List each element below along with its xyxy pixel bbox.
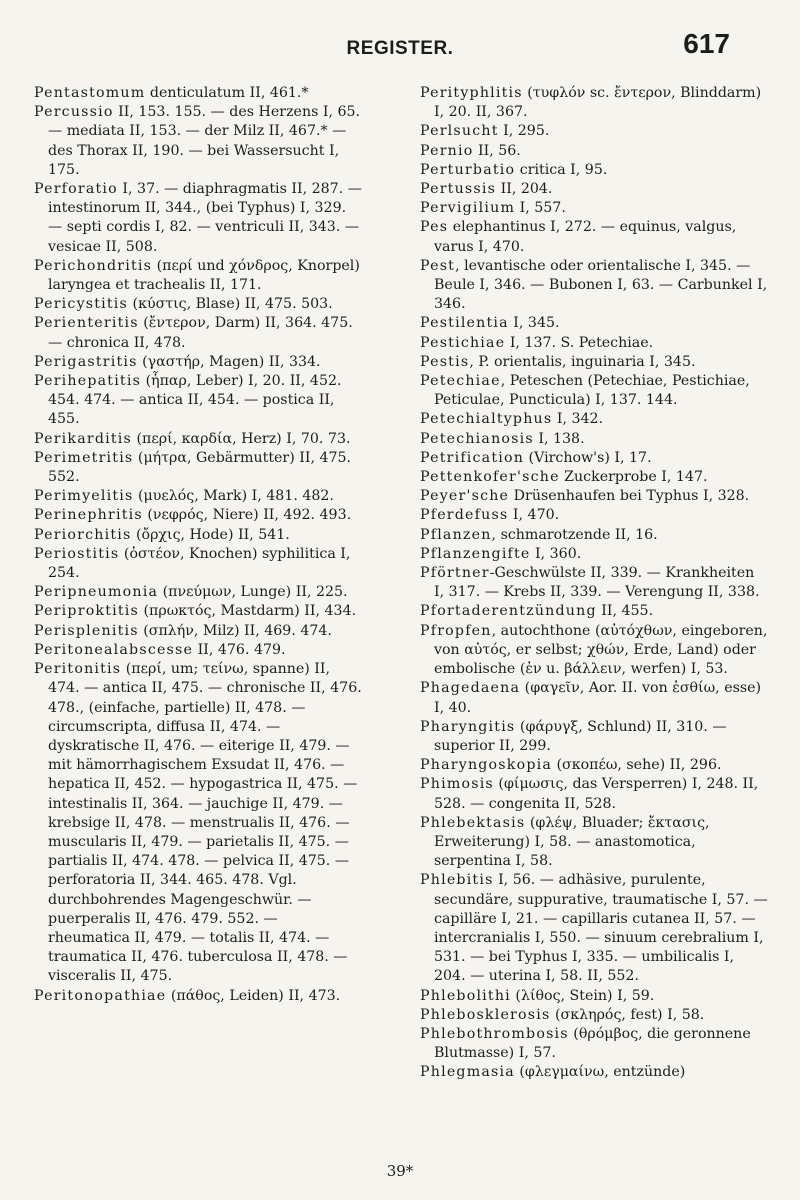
entry-references: (πάθος, Leiden) II, 473. bbox=[166, 987, 341, 1004]
entry-headword: Perforatio bbox=[34, 181, 118, 198]
index-entry bbox=[420, 871, 768, 986]
entry-headword: Pervigilium bbox=[420, 200, 516, 217]
entry-references: II, 476. 479. bbox=[193, 641, 286, 658]
entry-headword: Periostitis bbox=[34, 545, 120, 562]
entry-references: I, 56. — adhäsive, purulente, secundäre, suppurative, traumatische I, 57. — capilläre I, 21. — capillaris cutanea II, 57. — intercranialis I, 550. — sinuum cerebralium I, 531. — bei Typhus I, 335. — umbilicalis I, 204. — uterina I, 58. II, 552. bbox=[434, 872, 768, 985]
index-entry bbox=[420, 430, 768, 449]
entry-references: (περί, καρδία, Herz) I, 70. 73. bbox=[132, 430, 351, 447]
entry-references: I, 342. bbox=[552, 411, 604, 428]
entry-headword: Peritonopathiae bbox=[34, 987, 167, 1004]
entry-headword: Pferdefuss bbox=[420, 507, 509, 524]
entry-headword: Pericystitis bbox=[34, 296, 129, 313]
entry-references: (μήτρα, Gebärmutter) II, 475. 552. bbox=[48, 449, 352, 486]
entry-references: (κύστις, Blase) II, 475. 503. bbox=[128, 296, 333, 313]
index-entry bbox=[420, 622, 768, 680]
entry-headword: Pestilentia bbox=[420, 315, 509, 332]
entry-headword: Pestichiae bbox=[420, 334, 506, 351]
entry-headword: Peritonitis bbox=[34, 661, 122, 678]
entry-references: II, 204. bbox=[496, 181, 553, 198]
entry-headword: Perihepatitis bbox=[34, 373, 142, 390]
entry-headword: Perikarditis bbox=[34, 430, 133, 447]
entry-headword: Petechialtyphus bbox=[420, 411, 553, 428]
entry-headword: Pfortaderentzündung bbox=[420, 603, 597, 620]
index-entry bbox=[420, 84, 768, 122]
entry-references: elephantinus I, 272. — equinus, valgus, varus I, 470. bbox=[434, 219, 737, 255]
entry-headword: Pestis bbox=[420, 353, 470, 370]
entry-references: (σπλήν, Milz) II, 469. 474. bbox=[138, 622, 332, 639]
entry-headword: Perichondritis bbox=[34, 257, 153, 274]
entry-references: (φλεγμαίνω, entzünde) bbox=[514, 1064, 686, 1081]
index-entry bbox=[34, 545, 364, 583]
page-number: 617 bbox=[683, 28, 730, 59]
entry-references: I, 137. S. Petechiae. bbox=[505, 334, 654, 351]
index-entry bbox=[34, 449, 364, 487]
index-entry bbox=[420, 987, 768, 1006]
index-entry bbox=[34, 506, 364, 525]
entry-headword: Phlebolithi bbox=[420, 987, 511, 1004]
entry-headword: Perturbatio bbox=[420, 161, 516, 178]
entry-references: I, 37. — diaphragmatis II, 287. — intestinorum II, 344., (bei Typhus) I, 329. — septi cordis I, 82. — ventriculi II, 343. — vesicae II, 508. bbox=[48, 181, 362, 255]
index-entry bbox=[420, 353, 768, 372]
entry-headword: Pentastomum bbox=[34, 85, 146, 101]
entry-references: (λίθος, Stein) I, 59. bbox=[510, 987, 655, 1004]
entry-headword: Pflanzen bbox=[420, 526, 492, 543]
entry-headword: Perigastritis bbox=[34, 353, 138, 370]
entry-headword: Pettenkofer'sche bbox=[420, 469, 560, 486]
entry-references: , P. orientalis, inguinaria I, 345. bbox=[469, 353, 696, 370]
entry-headword: Perimetritis bbox=[34, 449, 134, 466]
entry-headword: Peyer'sche bbox=[420, 488, 510, 505]
entry-headword: Percussio bbox=[34, 104, 114, 121]
entry-headword: Perityphlitis bbox=[420, 85, 523, 101]
entry-references: I, 360. bbox=[530, 545, 582, 562]
entry-headword: Periproktitis bbox=[34, 603, 139, 620]
index-entry bbox=[420, 756, 768, 775]
entry-references: (Virchow's) I, 17. bbox=[524, 449, 652, 466]
right-index-column bbox=[420, 84, 768, 1083]
index-entry bbox=[34, 602, 364, 621]
entry-headword: Perimyelitis bbox=[34, 488, 134, 505]
entry-headword: Pfropfen bbox=[420, 622, 492, 639]
entry-references: (πνεύμων, Lunge) II, 225. bbox=[158, 584, 348, 601]
entry-references: (σκληρός, fest) I, 58. bbox=[550, 1006, 705, 1023]
index-entry bbox=[420, 602, 768, 621]
entry-references: denticulatum II, 461.* bbox=[145, 85, 309, 101]
index-entry bbox=[420, 814, 768, 872]
entry-headword: Phlebektasis bbox=[420, 814, 526, 831]
index-entry bbox=[34, 257, 364, 295]
entry-references: , autochthone (αὐτόχθων, eingeboren, von αὐτός, er selbst; χθών, Erde, Land) oder embolische (ἐν u. βάλλειν, werfen) I, 53. bbox=[434, 622, 768, 678]
entry-references: (ἔντερον, Darm) II, 364. 475. — chronica II, 478. bbox=[48, 315, 353, 351]
index-entry bbox=[34, 295, 364, 314]
entry-headword: Pertussis bbox=[420, 181, 497, 198]
entry-headword: Perisplenitis bbox=[34, 622, 139, 639]
entry-headword: Pharyngoskopia bbox=[420, 757, 552, 774]
entry-references: , schmarotzende II, 16. bbox=[491, 526, 658, 543]
index-entry bbox=[420, 468, 768, 487]
entry-references: II, 455. bbox=[596, 603, 654, 620]
entry-references: (ὀστέον, Knochen) syphilitica I, 254. bbox=[48, 545, 351, 582]
index-entry bbox=[420, 718, 768, 756]
entry-references: I, 345. bbox=[508, 315, 560, 332]
index-entry bbox=[34, 430, 364, 449]
index-entry bbox=[420, 564, 768, 602]
index-entry bbox=[420, 180, 768, 199]
left-index-column bbox=[34, 84, 364, 1006]
index-entry bbox=[420, 257, 768, 315]
entry-headword: Phlebosklerosis bbox=[420, 1006, 551, 1023]
index-entry bbox=[420, 545, 768, 564]
index-entry bbox=[420, 122, 768, 141]
index-entry bbox=[34, 641, 364, 660]
index-entry bbox=[420, 199, 768, 218]
index-entry bbox=[34, 84, 364, 103]
index-entry bbox=[34, 622, 364, 641]
entry-references: I, 138. bbox=[533, 430, 585, 447]
entry-references: (φλέψ, Bluader; ἔκτασις, Erweiterung) I, 58. — anastomotica, serpentina I, 58. bbox=[434, 814, 710, 870]
entry-references: (ὄρχις, Hode) II, 541. bbox=[131, 526, 290, 543]
entry-references: (νεφρός, Niere) II, 492. 493. bbox=[142, 507, 352, 524]
index-entry bbox=[34, 353, 364, 372]
entry-references: (περί und χόνδρος, Knorpel) laryngea et trachealis II, 171. bbox=[48, 257, 360, 294]
entry-references: (θρόμβος, die geronnene Blutmasse) I, 57. bbox=[434, 1025, 751, 1062]
entry-headword: Phlegmasia bbox=[420, 1064, 515, 1081]
index-entry bbox=[420, 1025, 768, 1063]
entry-references: Zuckerprobe I, 147. bbox=[559, 469, 708, 486]
entry-headword: Peritonealabscesse bbox=[34, 641, 194, 658]
entry-headword: Pförtner bbox=[420, 565, 490, 582]
index-entry bbox=[420, 161, 768, 180]
index-entry bbox=[420, 372, 768, 410]
index-entry bbox=[420, 314, 768, 333]
index-entry bbox=[34, 660, 364, 986]
index-entry bbox=[34, 180, 364, 257]
entry-references: I, 557. bbox=[515, 200, 566, 217]
index-entry bbox=[420, 487, 768, 506]
entry-references: , Peteschen (Petechiae, Pestichiae, Peticulae, Puncticula) I, 137. 144. bbox=[434, 373, 750, 409]
entry-headword: Perinephritis bbox=[34, 507, 143, 524]
index-entry bbox=[34, 103, 364, 180]
entry-headword: Perlsucht bbox=[420, 123, 499, 140]
signature-mark: 39* bbox=[386, 1162, 414, 1180]
entry-headword: Petechianosis bbox=[420, 430, 534, 447]
entry-references: (τυφλόν sc. ἔντερον, Blinddarm) I, 20. II, 367. bbox=[434, 85, 762, 121]
entry-references: (σκοπέω, sehe) II, 296. bbox=[552, 757, 722, 774]
entry-references: (ἧπαρ, Leber) I, 20. II, 452. 454. 474. — antica II, 454. — postica II, 455. bbox=[48, 373, 342, 428]
entry-headword: Pernio bbox=[420, 142, 474, 159]
index-entry bbox=[420, 142, 768, 161]
entry-references: -Geschwülste II, 339. — Krankheiten I, 317. — Krebs II, 339. — Verengung II, 338. bbox=[434, 565, 760, 601]
index-entry bbox=[420, 410, 768, 429]
entry-headword: Pes bbox=[420, 219, 449, 236]
entry-headword: Pest bbox=[420, 257, 456, 274]
index-entry bbox=[34, 314, 364, 352]
entry-headword: Phimosis bbox=[420, 776, 494, 793]
entry-references: II, 153. 155. — des Herzens I, 65. — mediata II, 153. — der Milz II, 467.* — des Thorax II, 190. — bei Wassersucht I, 175. bbox=[48, 104, 361, 178]
index-entry bbox=[420, 218, 768, 256]
index-entry bbox=[34, 583, 364, 602]
entry-references: (φάρυγξ, Schlund) II, 310. — superior II, 299. bbox=[434, 718, 727, 754]
entry-headword: Phlebothrombosis bbox=[420, 1025, 569, 1042]
index-entry bbox=[420, 506, 768, 525]
entry-references: I, 470. bbox=[508, 507, 560, 524]
entry-references: (περί, um; τείνω, spanne) II, 474. — antica II, 475. — chronische II, 476. 478., (einfache, partielle) II, 478. — circumscripta, diffusa II, 474. — dyskratische II, 476. — eiterige II, 479. — mit hämorrhagischem Exsudat II, 476. — hepatica II, 452. — hypogastrica II, 475. — intestinalis II, 364. — jauchige II, 479. — krebsige II, 478. — menstrualis II, 476. — muscularis II, 479. — parietalis II, 475. — partialis II, 474. 478. — pelvica II, 475. — perforatoria II, 344. 465. 478. Vgl. durchbohrendes Magengeschwür. — puerperalis II, 476. 479. 552. — rheumatica II, 479. — totalis II, 474. — traumatica II, 476. tuberculosa II, 478. — visceralis II, 475. bbox=[48, 661, 362, 985]
index-entry bbox=[420, 334, 768, 353]
entry-headword: Phagedaena bbox=[420, 680, 521, 697]
page-header bbox=[0, 28, 800, 68]
index-entry bbox=[420, 775, 768, 813]
index-entry bbox=[34, 487, 364, 506]
index-entry bbox=[420, 526, 768, 545]
entry-references: (φαγεῖν, Aor. II. von ἐσθίω, esse) I, 40. bbox=[434, 680, 762, 716]
entry-references: (πρωκτός, Mastdarm) II, 434. bbox=[139, 603, 357, 620]
index-entry bbox=[34, 987, 364, 1006]
entry-references: , levantische oder orientalische I, 345. — Beule I, 346. — Bubonen I, 63. — Carbunkel I, 346. bbox=[434, 257, 768, 313]
entry-headword: Perienteritis bbox=[34, 315, 139, 332]
entry-headword: Petechiae bbox=[420, 373, 501, 390]
index-entry bbox=[34, 372, 364, 430]
entry-references: Drüsenhaufen bei Typhus I, 328. bbox=[509, 488, 750, 505]
entry-references: II, 56. bbox=[473, 142, 521, 159]
index-entry bbox=[34, 526, 364, 545]
index-entry bbox=[420, 1063, 768, 1082]
index-entry bbox=[420, 449, 768, 468]
entry-headword: Pflanzengifte bbox=[420, 545, 531, 562]
entry-references: I, 295. bbox=[498, 123, 550, 140]
entry-references: (φίμωσις, das Versperren) I, 248. II, 528. — congenita II, 528. bbox=[434, 776, 759, 812]
running-head: REGISTER. bbox=[346, 38, 454, 59]
entry-headword: Petrification bbox=[420, 449, 525, 466]
entry-references: (γαστήρ, Magen) II, 334. bbox=[137, 353, 321, 370]
entry-headword: Periorchitis bbox=[34, 526, 132, 543]
entry-references: (μυελός, Mark) I, 481. 482. bbox=[133, 488, 334, 505]
index-entry bbox=[420, 679, 768, 717]
entry-headword: Phlebitis bbox=[420, 872, 494, 889]
index-entry bbox=[420, 1006, 768, 1025]
entry-references: critica I, 95. bbox=[515, 161, 608, 178]
entry-headword: Pharyngitis bbox=[420, 718, 516, 735]
entry-headword: Peripneumonia bbox=[34, 584, 159, 601]
